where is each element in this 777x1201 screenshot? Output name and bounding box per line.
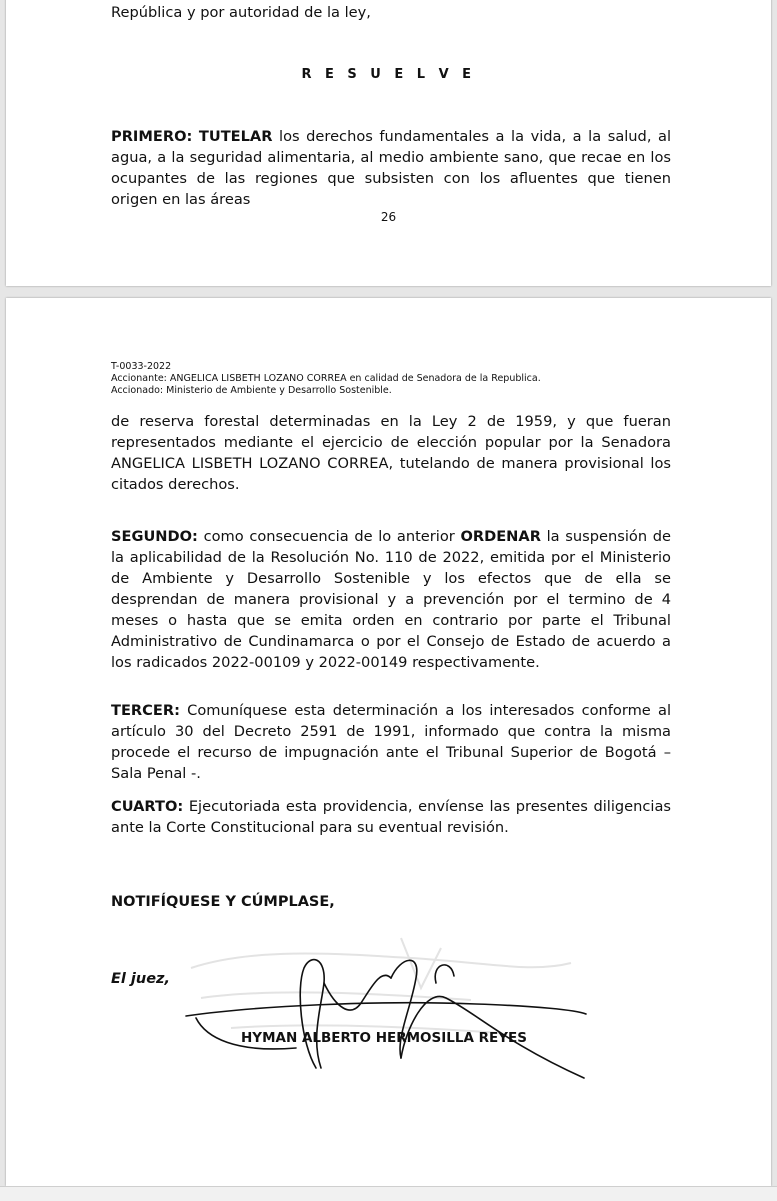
judge-name: HYMAN ALBERTO HERMOSILLA REYES <box>241 1030 527 1046</box>
document-page-27 <box>6 298 771 1186</box>
judge-label: El juez, <box>111 971 170 987</box>
cuarto-text: Ejecutoriada esta providencia, envíense las presentes diligencias ante la Corte Constitucional para su eventual revisión. <box>111 798 671 836</box>
segundo-label: SEGUNDO: <box>111 528 198 545</box>
accionante-line: Accionante: ANGELICA LISBETH LOZANO CORREA en calidad de Senadora de la Republica. <box>111 373 541 384</box>
cuarto-label: CUARTO: <box>111 798 184 815</box>
page-number: 26 <box>380 210 397 224</box>
segundo-verb: ORDENAR <box>460 528 541 545</box>
tercer-text: Comuníquese esta determinación a los interesados conforme al artículo 30 del Decreto 2591 de 1991, informado que contra la misma procede el recurso de impugnación ante el Tribunal Superior de Bogotá – Sala Penal -. <box>111 702 671 782</box>
primero-verb: TUTELAR <box>198 128 273 145</box>
resuelve-heading: R E S U E L V E <box>301 67 476 82</box>
primero-label: PRIMERO: <box>111 128 193 145</box>
paragraph-primero <box>111 126 671 210</box>
closing-notice: NOTIFÍQUESE Y CÚMPLASE, <box>111 894 335 910</box>
paragraph-tercer <box>111 700 671 784</box>
accionado-line: Accionado: Ministerio de Ambiente y Desarrollo Sostenible. <box>111 385 392 396</box>
case-header <box>111 361 541 397</box>
document-page-26 <box>6 0 771 286</box>
case-id: T-0033-2022 <box>111 361 172 372</box>
segundo-text-2: la suspensión de la aplicabilidad de la Resolución No. 110 de 2022, emitida por el Ministerio de Ambiente y Desarrollo Sostenible y los efectos que de ella se desprendan de manera provisional y a prevención por el termino de 4 meses o hasta que se emita orden en contrario por parte el Tribunal Administrativo de Cundinamarca o por el Consejo de Estado de acuerdo a los radicados 2022-00109 y 2022-00149 respectivamente. <box>111 528 671 671</box>
primero-text: los derechos fundamentales a la vida, a la salud, al agua, a la seguridad alimentaria, al medio ambiente sano, que recae en los ocupantes de las regiones que subsisten con los afluentes que tienen origen en las áreas <box>111 128 672 208</box>
segundo-text-1: como consecuencia de lo anterior <box>197 528 461 545</box>
paragraph-continuation: de reserva forestal determinadas en la Ley 2 de 1959, y que fueran representados mediante el ejercicio de elección popular por la Senadora ANGELICA LISBETH LOZANO CORREA, tutelando de manera provisional los citados derechos. <box>111 413 671 493</box>
handwritten-signature <box>176 948 596 1088</box>
viewer-bottom-bar <box>0 1186 777 1201</box>
tercer-label: TERCER: <box>111 702 180 719</box>
paragraph-segundo <box>111 526 671 673</box>
paragraph-cuarto <box>111 796 671 838</box>
top-line: República y por autoridad de la ley, <box>111 4 371 21</box>
